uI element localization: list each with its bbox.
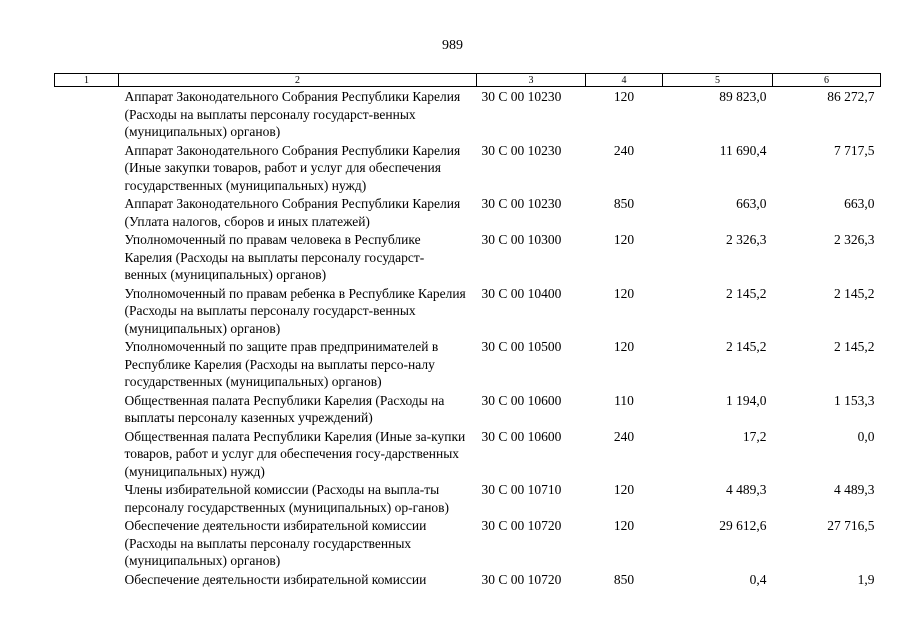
row-target-code: 30 С 00 10720 (481, 518, 562, 533)
row-amount-1: 4 489,3 (726, 482, 767, 497)
table-row (55, 570, 881, 589)
header-col-2: 2 (119, 74, 477, 87)
row-amount-1: 2 145,2 (726, 285, 767, 301)
row-amount-2: 7 717,5 (834, 142, 875, 158)
table-row (55, 284, 881, 338)
row-expense-type: 850 (613, 196, 635, 211)
row-description: Уполномоченный по правам человека в Республике Карелия (Расходы на выплаты персоналу государст-венных (муниципальных) органов) (124, 232, 425, 282)
row-amount-1: 1 194,0 (726, 392, 767, 408)
row-number-cell (55, 391, 119, 427)
header-col-5: 5 (663, 74, 773, 87)
row-expense-type: 120 (613, 89, 635, 104)
row-expense-type: 120 (613, 339, 635, 354)
row-number-cell (55, 141, 119, 195)
table-header-row (55, 74, 881, 87)
row-target-code: 30 С 00 10400 (481, 285, 562, 301)
table-row (55, 337, 881, 391)
row-amount-1: 0,4 (749, 571, 767, 587)
header-col-1: 1 (55, 74, 119, 87)
row-description: Обеспечение деятельности избирательной комиссии (124, 571, 427, 587)
row-amount-2: 27 716,5 (827, 518, 875, 533)
row-amount-2: 86 272,7 (827, 89, 875, 104)
row-description: Члены избирательной комиссии (Расходы на выпла-ты персоналу государственных (муниципальных) ор-ганов) (124, 482, 450, 515)
page-number: 989 (442, 38, 463, 53)
row-expense-type: 850 (613, 571, 635, 587)
row-target-code: 30 С 00 10230 (481, 196, 562, 211)
row-expense-type: 240 (613, 428, 635, 444)
header-col-6: 6 (773, 74, 881, 87)
table-row (55, 141, 881, 195)
row-target-code: 30 С 00 10500 (481, 339, 562, 354)
row-amount-2: 0,0 (857, 428, 875, 444)
row-amount-1: 11 690,4 (719, 142, 767, 158)
row-target-code: 30 С 00 10710 (481, 482, 562, 497)
row-number-cell (55, 516, 119, 570)
row-number-cell (55, 570, 119, 589)
row-description: Аппарат Законодательного Собрания Республики Карелия (Расходы на выплаты персоналу государст-венных (муниципальных) органов) (124, 89, 461, 139)
table-row (55, 194, 881, 230)
row-amount-1: 2 145,2 (726, 339, 767, 354)
table-row (55, 230, 881, 284)
row-target-code: 30 С 00 10600 (481, 428, 562, 444)
row-expense-type: 120 (613, 482, 635, 497)
row-number-cell (55, 87, 119, 141)
row-description: Уполномоченный по правам ребенка в Республике Карелия (Расходы на выплаты персоналу государст-венных (муниципальных) органов) (124, 285, 466, 336)
row-amount-1: 2 326,3 (726, 232, 767, 247)
row-target-code: 30 С 00 10720 (481, 571, 562, 587)
row-expense-type: 120 (613, 285, 635, 301)
row-amount-2: 2 145,2 (834, 339, 875, 354)
row-amount-2: 2 145,2 (834, 285, 875, 301)
row-expense-type: 240 (613, 142, 635, 158)
row-description: Аппарат Законодательного Собрания Республики Карелия (Уплата налогов, сборов и иных платежей) (124, 196, 461, 229)
row-expense-type: 120 (613, 518, 635, 533)
row-target-code: 30 С 00 10300 (481, 232, 562, 247)
row-description: Обеспечение деятельности избирательной комиссии (Расходы на выплаты персоналу государственных (муниципальных) органов) (124, 518, 427, 568)
row-number-cell (55, 284, 119, 338)
row-number-cell (55, 194, 119, 230)
table-row (55, 480, 881, 516)
row-amount-1: 29 612,6 (719, 518, 767, 533)
table-row (55, 516, 881, 570)
row-amount-2: 1,9 (857, 571, 875, 587)
row-target-code: 30 С 00 10230 (481, 89, 562, 104)
budget-table (54, 73, 881, 588)
row-expense-type: 110 (614, 392, 634, 408)
row-amount-1: 663,0 (736, 196, 767, 211)
header-col-4: 4 (586, 74, 663, 87)
row-description: Уполномоченный по защите прав предпринимателей в Республике Карелия (Расходы на выплаты персо-налу государственных (муниципальных) органов) (124, 339, 439, 389)
row-target-code: 30 С 00 10230 (481, 142, 562, 158)
row-amount-2: 2 326,3 (834, 232, 875, 247)
row-number-cell (55, 427, 119, 481)
table-row (55, 87, 881, 141)
table-row (55, 427, 881, 481)
row-number-cell (55, 480, 119, 516)
row-expense-type: 120 (613, 232, 635, 247)
row-amount-1: 17,2 (742, 428, 767, 444)
row-description: Общественная палата Республики Карелия (Расходы на выплаты персоналу казенных учреждений) (124, 392, 445, 425)
row-amount-2: 663,0 (844, 196, 875, 211)
header-col-3: 3 (477, 74, 586, 87)
table-row (55, 391, 881, 427)
row-description: Аппарат Законодательного Собрания Республики Карелия (Иные закупки товаров, работ и услуг для обеспечения государственных (муниципальных) нужд) (124, 142, 461, 193)
row-description: Общественная палата Республики Карелия (Иные за-купки товаров, работ и услуг для обеспечения госу-дарственных (муниципальных) нужд) (124, 428, 466, 479)
row-amount-1: 89 823,0 (719, 89, 767, 104)
row-number-cell (55, 337, 119, 391)
row-amount-2: 1 153,3 (834, 392, 875, 408)
row-number-cell (55, 230, 119, 284)
row-amount-2: 4 489,3 (834, 482, 875, 497)
row-target-code: 30 С 00 10600 (481, 392, 562, 408)
